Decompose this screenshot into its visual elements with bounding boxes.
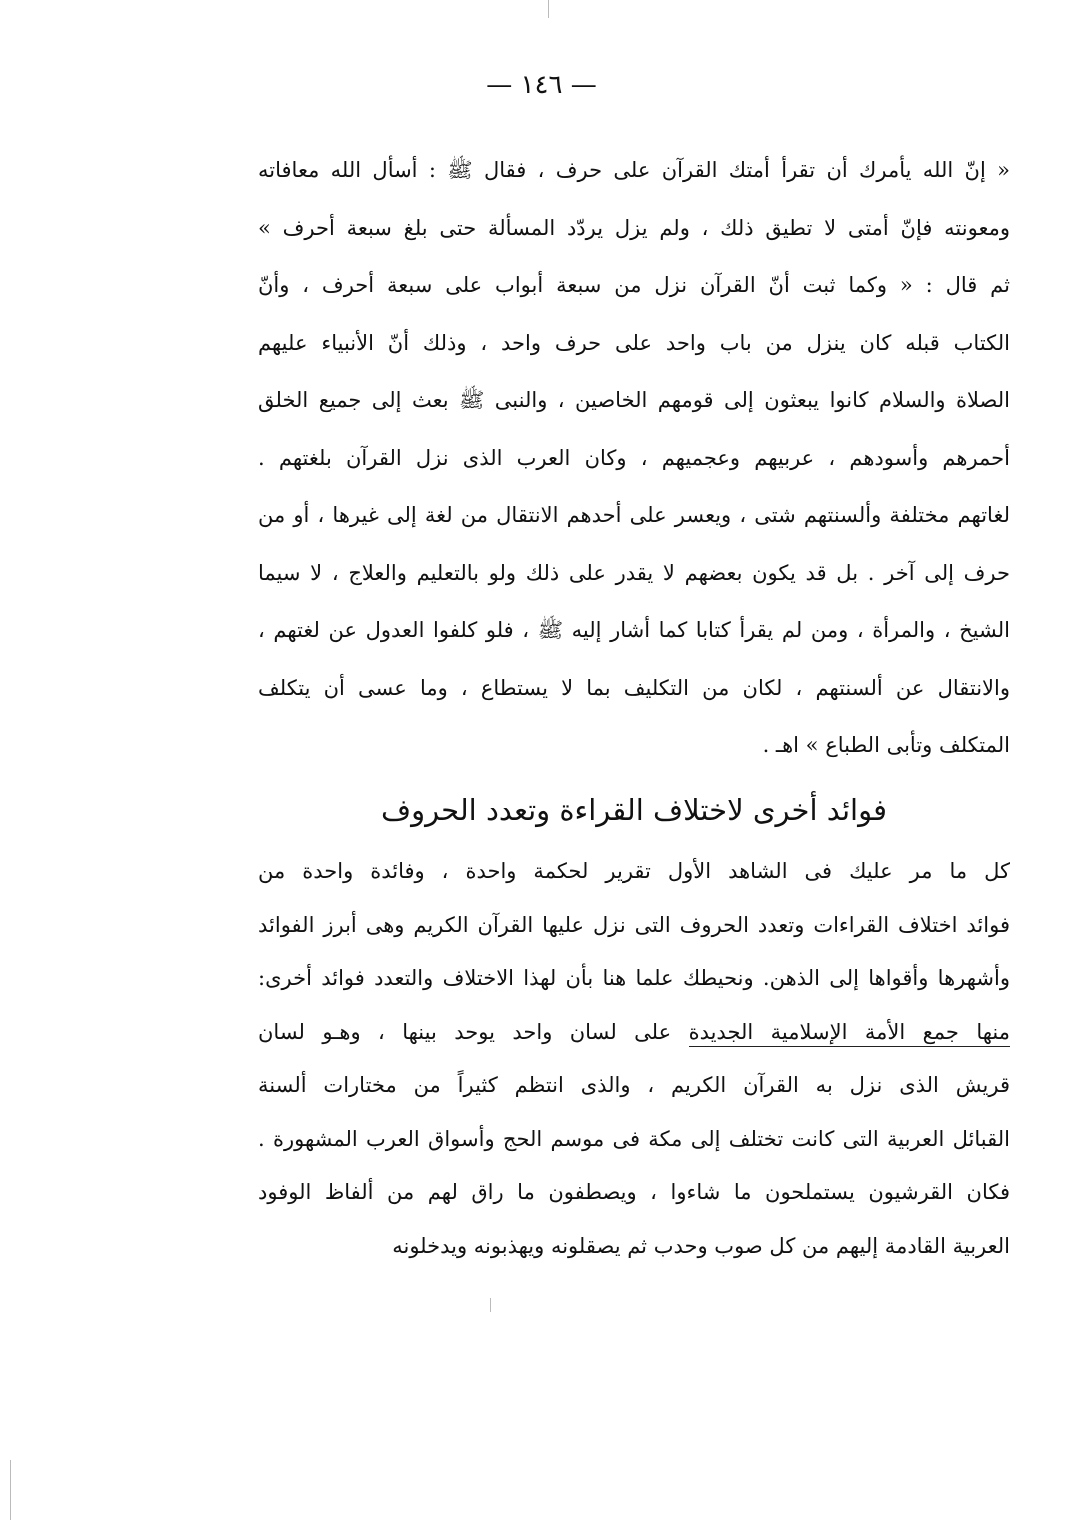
underlined-phrase: منها جمع الأمة الإسلامية الجديدة: [689, 1020, 1010, 1047]
text-line: القبائل العربية التى كانت تختلف إلى مكة فى موسم الحج وأسواق العرب المشهورة .: [258, 1126, 1010, 1151]
text-line: فكان القرشيون يستملحون ما شاءوا ، ويصطفون ما راق لهم من ألفاظ الوفود: [258, 1180, 1010, 1204]
text-line: كل ما مر عليك فى الشاهد الأول تقرير لحكمة واحدة ، وفائدة واحدة من: [258, 859, 1010, 883]
scan-artifact-mark: [548, 0, 549, 18]
text-line: أحمرهم وأسودهم ، عربيهم وعجميهم ، وكان العرب الذى نزل القرآن بلغتهم .: [258, 445, 1010, 470]
text-line: الكتاب قبله كان ينزل من باب واحد على حرف واحد ، وذلك أنّ الأنبياء عليهم: [258, 330, 1010, 355]
section-heading: فوائد أخرى لاختلاف القراءة وتعدد الحروف: [381, 793, 887, 827]
text-line: العربية القادمة إليهم من كل صوب وحدب ثم يصقلونه ويهذبونه ويدخلونه: [392, 1233, 1010, 1258]
paragraph-block-quote: [258, 142, 1010, 775]
text-line: الشيخ ، والمرأة ، ومن لم يقرأ كتابا كما أشار إليه ﷺ ، فلو كلفوا العدول عن لغتهم ،: [258, 618, 1010, 642]
scan-artifact-mark: [490, 1298, 491, 1312]
text-line: الصلاة والسلام كانوا يبعثون إلى قومهم الخاصين ، والنبى ﷺ بعث إلى جميع الخلق: [258, 388, 1010, 412]
text-line: المتكلف وتأبى الطباع » اهـ .: [762, 733, 1010, 757]
text-line: « إنّ الله يأمرك أن تقرأ أمتك القرآن على حرف ، فقال ﷺ : أسأل الله معافاته: [258, 158, 1010, 182]
text-line: ومعونته فإنّ أمتى لا تطيق ذلك ، ولم يزل يردّد المسألة حتى بلغ سبعة أحرف »: [258, 215, 1010, 240]
text-line: والانتقال عن ألسنتهم ، لكان من التكليف بما لا يستطاع ، وما عسى أن يتكلف: [258, 675, 1010, 700]
text-line: لغاتهم مختلفة وألسنتهم شتى ، ويعسر على أحدهم الانتقال من لغة إلى غيرها ، أو من: [258, 503, 1010, 527]
page-number: — ١٤٦ —: [486, 70, 597, 100]
scan-artifact-mark: [10, 1460, 11, 1520]
text-line: فوائد اختلاف القراءات وتعدد الحروف التى نزل عليها القرآن الكريم وهى أبرز الفوائد: [258, 912, 1010, 937]
text-line: حرف إلى آخر . بل قد يكون بعضهم لا يقدر على ذلك ولو بالتعليم والعلاج ، لا سيما: [258, 560, 1010, 585]
text-line-underlined: [258, 1006, 1010, 1060]
text-line: قريش الذى نزل به القرآن الكريم ، والذى انتظم كثيراً من مختارات ألسنة: [258, 1073, 1010, 1097]
text-line: ثم قال : « وكما ثبت أنّ القرآن نزل من سبعة أبواب على سبعة أحرف ، وأنّ: [258, 273, 1010, 297]
paragraph-block-benefits: [258, 845, 1010, 1273]
text-line: وأشهرها وأقواها إلى الذهن. ونحيطك علما هنا بأن لهذا الاختلاف والتعدد فوائد أخرى:: [258, 966, 1010, 990]
line-rest: على لسان واحد يوحد بينها ، وهـو لسان: [258, 1019, 689, 1044]
